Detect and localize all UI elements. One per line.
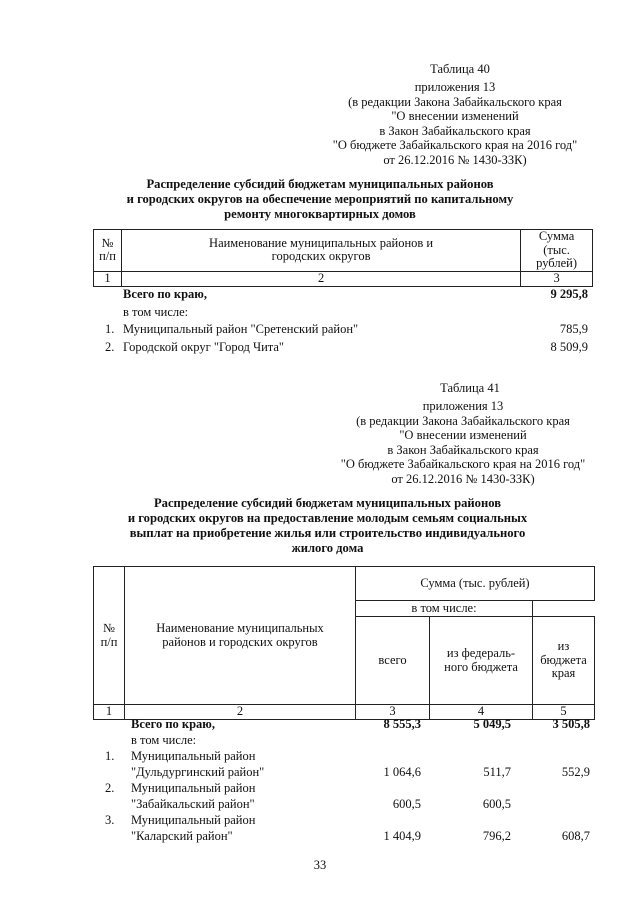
row-name-cont: "Забайкальский район" <box>131 797 255 811</box>
appendix-line: "О внесении изменений <box>391 109 519 123</box>
appendix-line: в Закон Забайкальского края <box>379 123 531 138</box>
col-index: 4 <box>430 705 533 720</box>
table-row <box>93 322 593 340</box>
appendix-line: приложения 13 <box>414 80 496 94</box>
table-row-cont <box>93 764 595 780</box>
appendix-line: (в редакции Закона Забайкальского края <box>356 413 570 428</box>
incl-label: в том числе: <box>131 733 197 747</box>
col-index: 3 <box>356 705 430 720</box>
total-label: Всего по краю, <box>131 717 215 731</box>
title-line: жилого дома <box>291 541 364 555</box>
row-name: Муниципальный район <box>131 749 256 763</box>
table40-appendix-note <box>300 80 610 167</box>
row-all: 1 064,6 <box>383 765 421 779</box>
col-fed-header: из федераль-ного бюджета <box>430 617 533 705</box>
row-name: Муниципальный район <box>131 813 256 827</box>
appendix-line: "О внесении изменений <box>399 428 527 442</box>
total-row <box>93 287 593 305</box>
col-index: 2 <box>122 271 521 286</box>
table40-body <box>93 287 593 357</box>
col-all-header: всего <box>356 617 430 705</box>
table40-label: Таблица 40 <box>430 62 490 76</box>
col-sum-header: Сумма (тыс. рублей) <box>521 230 593 272</box>
col-index: 5 <box>533 705 595 720</box>
appendix-line: в Закон Забайкальского края <box>387 442 539 457</box>
page-number: 33 <box>313 858 327 872</box>
col-name-header: Наименование муниципальных районов и городских округов <box>122 230 521 272</box>
row-name-cont: "Дульдургинский район" <box>131 765 265 779</box>
total-all: 8 555,3 <box>383 717 421 731</box>
col-index: 3 <box>521 271 593 286</box>
title-line: Распределение субсидий бюджетам муниципальных районов <box>146 177 494 191</box>
table41-label: Таблица 41 <box>440 381 500 395</box>
row-value: 785,9 <box>559 322 588 336</box>
incl-row <box>93 732 595 748</box>
incl-row <box>93 305 593 323</box>
table-row-cont <box>93 828 595 844</box>
table-row <box>93 812 595 828</box>
appendix-line: (в редакции Закона Забайкальского края <box>348 94 562 109</box>
row-value: 8 509,9 <box>550 339 588 354</box>
table-row <box>93 780 595 796</box>
row-fed: 511,7 <box>483 765 511 779</box>
col-index: 2 <box>125 705 356 720</box>
row-all: 600,5 <box>392 797 421 811</box>
table-row <box>93 340 593 358</box>
row-reg: 552,9 <box>561 765 590 779</box>
row-number: 2. <box>105 339 115 354</box>
row-reg: 608,7 <box>561 829 590 843</box>
table-row <box>93 748 595 764</box>
table41-header-grid <box>93 566 595 720</box>
col-index: 1 <box>94 705 125 720</box>
col-num-header: № п/п <box>94 567 125 705</box>
total-row <box>93 716 595 732</box>
row-fed: 600,5 <box>482 797 511 811</box>
title-line: и городских округов на предоставление молодым семьям социальных <box>127 511 528 525</box>
table40-header-grid <box>93 229 593 287</box>
row-name-cont: "Каларский район" <box>131 829 233 843</box>
col-num-header: № п/п <box>94 230 122 272</box>
total-fed: 5 049,5 <box>473 717 511 731</box>
appendix-line: от 26.12.2016 № 1430-ЗЗК) <box>391 471 535 486</box>
col-incl-header: в том числе: <box>356 601 533 617</box>
appendix-line: "О бюджете Забайкальского края на 2016 год" <box>332 138 578 152</box>
incl-label: в том числе: <box>123 304 189 319</box>
col-sum-header: Сумма (тыс. рублей) <box>356 567 595 601</box>
title-line: и городских округов на обеспечение мероприятий по капитальному <box>126 192 514 206</box>
table40-title <box>90 177 550 222</box>
row-number: 2. <box>105 781 115 795</box>
table41-appendix-note <box>308 399 618 486</box>
row-name: Муниципальный район <box>131 781 256 795</box>
appendix-line: от 26.12.2016 № 1430-ЗЗК) <box>383 152 527 167</box>
table41-title <box>90 496 565 556</box>
row-all: 1 404,9 <box>383 829 421 843</box>
appendix-line: "О бюджете Забайкальского края на 2016 год" <box>340 457 586 471</box>
appendix-line: приложения 13 <box>422 399 504 413</box>
table-row-cont <box>93 796 595 812</box>
title-line: выплат на приобретение жилья или строительство индивидуального <box>129 526 526 540</box>
total-value: 9 295,8 <box>550 287 588 301</box>
total-label: Всего по краю, <box>123 287 207 301</box>
col-index: 1 <box>94 271 122 286</box>
table41-body <box>93 716 595 844</box>
row-name: Муниципальный район "Сретенский район" <box>123 322 359 336</box>
row-fed: 796,2 <box>482 829 511 843</box>
row-number: 1. <box>105 749 115 763</box>
row-number: 1. <box>105 322 115 336</box>
row-number: 3. <box>105 813 115 827</box>
row-name: Городской округ "Город Чита" <box>123 339 285 354</box>
total-reg: 3 505,8 <box>552 717 590 731</box>
title-line: Распределение субсидий бюджетам муниципальных районов <box>153 496 502 510</box>
title-line: ремонту многоквартирных домов <box>224 207 416 221</box>
col-name-header: Наименование муниципальных районов и городских округов <box>125 567 356 705</box>
col-reg-header: из бюджета края <box>533 617 595 705</box>
